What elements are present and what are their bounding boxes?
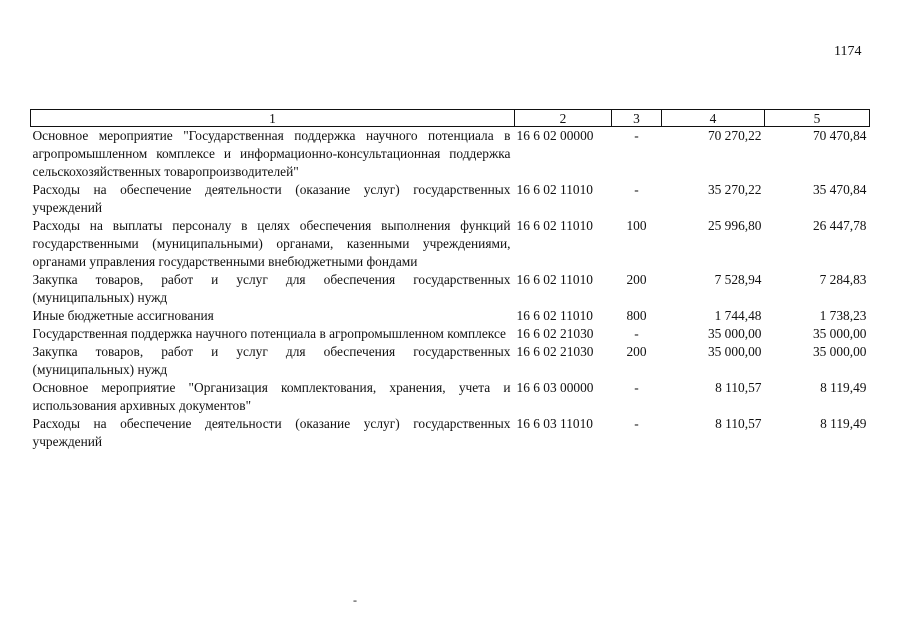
- row-value-2: 8 119,49: [820, 416, 867, 431]
- row-value-1: 35 000,00: [707, 326, 762, 341]
- table-row: [31, 181, 870, 217]
- row-name: Закупка товаров, работ и услуг для обеспечения государственных (муниципальных) нужд: [32, 344, 511, 377]
- row-name: Иные бюджетные ассигнования: [32, 308, 214, 323]
- row-value-2: 1 738,23: [819, 308, 867, 323]
- page-number: 1174: [834, 44, 862, 59]
- row-value-1: 8 110,57: [715, 416, 762, 431]
- header-row: [31, 110, 870, 127]
- row-code: 16 6 02 11010: [516, 308, 593, 323]
- table-row: [31, 325, 870, 343]
- table-row: [31, 415, 870, 451]
- row-expense-type: -: [634, 326, 639, 341]
- row-name: Основное мероприятие "Государственная поддержка научного потенциала в агропромышленном комплексе и информационно-консультационная поддержка сельскохозяйственных товаропроизводителей": [32, 128, 511, 179]
- row-expense-type: 200: [626, 344, 647, 359]
- row-code: 16 6 03 00000: [516, 380, 594, 395]
- row-name: Расходы на выплаты персоналу в целях обеспечения выполнения функций государственными (муниципальными) органами, казенными учреждениями, органами управления государственными внебюджетными фондами: [32, 218, 511, 269]
- row-expense-type: -: [634, 128, 639, 143]
- row-value-1: 1 744,48: [714, 308, 762, 323]
- column-header-5: 5: [765, 110, 870, 127]
- row-value-1: 70 270,22: [707, 128, 762, 143]
- table-row: [31, 127, 870, 182]
- row-name: Основное мероприятие "Организация комплектования, хранения, учета и использования архивных документов": [32, 380, 511, 413]
- row-expense-type: -: [634, 380, 639, 395]
- row-code: 16 6 03 11010: [516, 416, 593, 431]
- row-expense-type: -: [634, 182, 639, 197]
- table-row: [31, 343, 870, 379]
- row-value-1: 35 000,00: [707, 344, 762, 359]
- row-value-1: 35 270,22: [707, 182, 762, 197]
- row-value-1: 8 110,57: [715, 380, 762, 395]
- row-value-2: 7 284,83: [819, 272, 867, 287]
- row-name: Расходы на обеспечение деятельности (оказание услуг) государственных учреждений: [32, 416, 511, 449]
- row-value-1: 25 996,80: [707, 218, 762, 233]
- row-value-2: 26 447,78: [812, 218, 867, 233]
- row-code: 16 6 02 21030: [516, 344, 594, 359]
- row-expense-type: -: [634, 416, 639, 431]
- row-name: Расходы на обеспечение деятельности (оказание услуг) государственных учреждений: [32, 182, 511, 215]
- table-row: [31, 271, 870, 307]
- row-name: Закупка товаров, работ и услуг для обеспечения государственных (муниципальных) нужд: [32, 272, 511, 305]
- column-header-4: 4: [662, 110, 765, 127]
- row-code: 16 6 02 21030: [516, 326, 594, 341]
- row-code: 16 6 02 11010: [516, 272, 593, 287]
- row-expense-type: 200: [626, 272, 647, 287]
- column-header-1: 1: [31, 110, 515, 127]
- row-value-1: 7 528,94: [714, 272, 762, 287]
- row-value-2: 70 470,84: [812, 128, 867, 143]
- row-code: 16 6 02 11010: [516, 182, 593, 197]
- row-value-2: 35 000,00: [812, 326, 867, 341]
- column-header-2: 2: [515, 110, 612, 127]
- stray-mark: -: [353, 593, 357, 607]
- row-value-2: 35 470,84: [812, 182, 867, 197]
- table-row: [31, 307, 870, 325]
- row-expense-type: 100: [626, 218, 647, 233]
- budget-table: [30, 109, 870, 451]
- table-row: [31, 379, 870, 415]
- row-code: 16 6 02 11010: [516, 218, 593, 233]
- table-row: [31, 217, 870, 271]
- row-expense-type: 800: [626, 308, 647, 323]
- row-name: Государственная поддержка научного потенциала в агропромышленном комплексе: [32, 326, 507, 341]
- row-value-2: 35 000,00: [812, 344, 867, 359]
- column-header-3: 3: [612, 110, 662, 127]
- row-code: 16 6 02 00000: [516, 128, 594, 143]
- row-value-2: 8 119,49: [820, 380, 867, 395]
